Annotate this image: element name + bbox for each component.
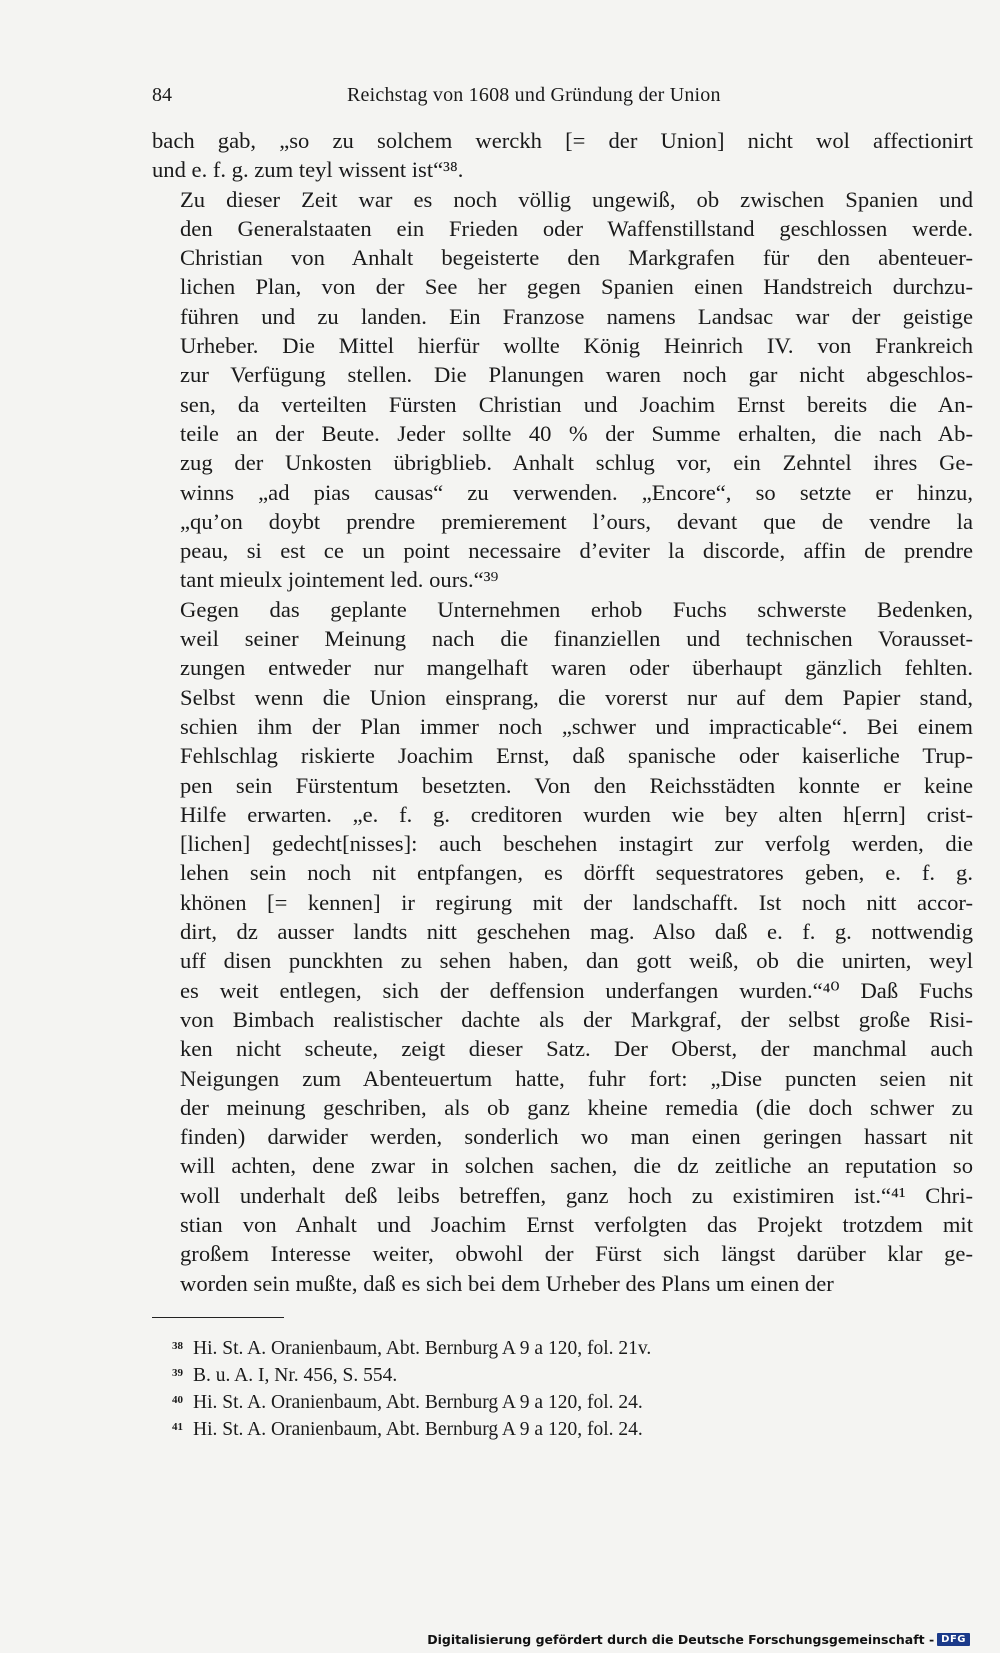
text-line: khönen [= kennen] ir regirung mit der landschafft. Ist noch nitt accor-	[180, 889, 973, 915]
footnote-number: 41	[172, 1421, 183, 1433]
text-line: bach gab, „so zu solchem werckh [= der Union] nicht wol affectionirt	[152, 128, 973, 153]
text-line: den Generalstaaten ein Frieden oder Waffenstillstand geschlossen werde.	[180, 215, 973, 241]
text-line: Christian von Anhalt begeisterte den Markgrafen für den abenteuer-	[180, 245, 973, 271]
text-line: schien ihm der Plan immer noch „schwer und impracticable“. Bei einem	[180, 713, 973, 739]
dfg-logo-icon: DFG	[937, 1633, 970, 1646]
text-line: weil seiner Meinung nach die finanziellen und technischen Vorausset-	[180, 626, 973, 652]
text-line: teile an der Beute. Jeder sollte 40 % der Summe erhalten, die nach Ab-	[180, 420, 973, 446]
text-line: führen und zu landen. Ein Franzose namens Landsac war der geistige	[180, 303, 973, 329]
text-line: zungen entweder nur mangelhaft waren oder überhaupt gänzlich fehlten.	[180, 655, 973, 681]
text-line: woll underhalt deß leibs betreffen, ganz hoch zu existimiren ist.“⁴¹ Chri-	[180, 1182, 973, 1208]
running-title: Reichstag von 1608 und Gründung der Union	[347, 84, 721, 106]
footnote-text: B. u. A. I, Nr. 456, S. 554.	[193, 1365, 398, 1386]
paragraph	[152, 595, 973, 1298]
text-line: und e. f. g. zum teyl wissent ist“³⁸.	[152, 157, 464, 183]
footnote-text: Hi. St. A. Oranienbaum, Abt. Bernburg A 9 a 120, fol. 24.	[193, 1392, 643, 1413]
text-line: der meinung geschriben, als ob ganz kheine remedia (die doch schwer zu	[180, 1094, 973, 1120]
text-line: Hilfe erwarten. „e. f. g. creditoren wurden wie bey alten h[errn] crist-	[180, 801, 973, 827]
text-line: „qu’on doybt prendre premierement l’ours, devant que de vendre la	[180, 508, 973, 534]
text-line: zug der Unkosten übrigblieb. Anhalt schlug vor, ein Zehntel ihres Ge-	[180, 450, 973, 476]
footnote-number: 38	[172, 1340, 183, 1352]
footnote-number: 40	[172, 1394, 183, 1406]
text-line: tant mieulx jointement led. ours.“³⁹	[180, 567, 499, 593]
text-line: lehen sein noch nit entpfangen, es dörfft sequestratores geben, e. f. g.	[180, 860, 973, 886]
text-line: von Bimbach realistischer dachte als der Markgraf, der selbst große Risi-	[180, 1006, 973, 1032]
text-line: ken nicht scheute, zeigt dieser Satz. Der Oberst, der manchmal auch	[180, 1036, 973, 1062]
text-line: will achten, dene zwar in solchen sachen, die dz zeitliche an reputation so	[180, 1153, 973, 1179]
footnote-rule	[152, 1317, 284, 1318]
text-line: sen, da verteilten Fürsten Christian und Joachim Ernst bereits die An-	[180, 391, 973, 417]
text-line: [lichen] gedecht[nisses]: auch beschehen instagirt zur verfolg werden, die	[180, 831, 973, 857]
text-line: peau, si est ce un point necessaire d’eviter la discorde, affin de prendre	[180, 538, 973, 564]
footnote	[172, 1415, 952, 1442]
text-line: zur Verfügung stellen. Die Planungen waren noch gar nicht abgeschlos-	[180, 362, 973, 388]
text-line: Fehlschlag riskierte Joachim Ernst, daß spanische oder kaiserliche Trup-	[180, 743, 973, 769]
text-line: finden) darwider werden, sonderlich wo man einen geringen hassart nit	[180, 1124, 973, 1150]
page-number: 84	[152, 84, 172, 106]
page-header	[152, 84, 973, 114]
text-line: lichen Plan, von der See her gegen Spanien einen Handstreich durchzu-	[180, 274, 973, 300]
body-text	[152, 126, 973, 1298]
text-line: uff disen punckhten zu sehen haben, dan gott weiß, ob die unirten, weyl	[180, 948, 973, 974]
text-line: Selbst wenn die Union einsprang, die vorerst nur auf dem Papier stand,	[180, 684, 973, 710]
text-line: großem Interesse weiter, obwohl der Fürst sich längst darüber klar ge-	[180, 1241, 973, 1267]
paragraph	[152, 185, 973, 595]
paragraph	[152, 126, 973, 185]
text-line: Gegen das geplante Unternehmen erhob Fuchs schwerste Bedenken,	[180, 596, 973, 622]
text-line: dirt, dz ausser landts nitt geschehen mag. Also daß e. f. g. nottwendig	[180, 919, 973, 945]
text-line: es weit entlegen, sich der deffension underfangen wurden.“⁴⁰ Daß Fuchs	[180, 977, 973, 1003]
text-line: Zu dieser Zeit war es noch völlig ungewiß, ob zwischen Spanien und	[180, 186, 973, 212]
footnote	[172, 1334, 952, 1361]
footnotes	[172, 1334, 952, 1442]
text-line: worden sein mußte, daß es sich bei dem Urheber des Plans um einen der	[180, 1270, 834, 1296]
footnote-number: 39	[172, 1367, 183, 1379]
footnote-text: Hi. St. A. Oranienbaum, Abt. Bernburg A 9 a 120, fol. 21v.	[193, 1338, 652, 1359]
text-line: stian von Anhalt und Joachim Ernst verfolgten das Projekt trotzdem mit	[180, 1211, 973, 1237]
text-line: Urheber. Die Mittel hierfür wollte König Heinrich IV. von Frankreich	[180, 333, 973, 359]
text-line: pen sein Fürstentum besetzten. Von den Reichsstädten konnte er keine	[180, 772, 973, 798]
footnote	[172, 1388, 952, 1415]
footnote-text: Hi. St. A. Oranienbaum, Abt. Bernburg A 9 a 120, fol. 24.	[193, 1419, 643, 1440]
digitization-credit	[427, 1632, 970, 1647]
text-line: winns „ad pias causas“ zu verwenden. „Encore“, so setzte er hinzu,	[180, 479, 973, 505]
credit-text: Digitalisierung gefördert durch die Deutsche Forschungsgemeinschaft -	[427, 1632, 935, 1647]
text-line: Neigungen zum Abenteuertum hatte, fuhr fort: „Dise puncten seien nit	[180, 1065, 973, 1091]
footnote	[172, 1361, 952, 1388]
